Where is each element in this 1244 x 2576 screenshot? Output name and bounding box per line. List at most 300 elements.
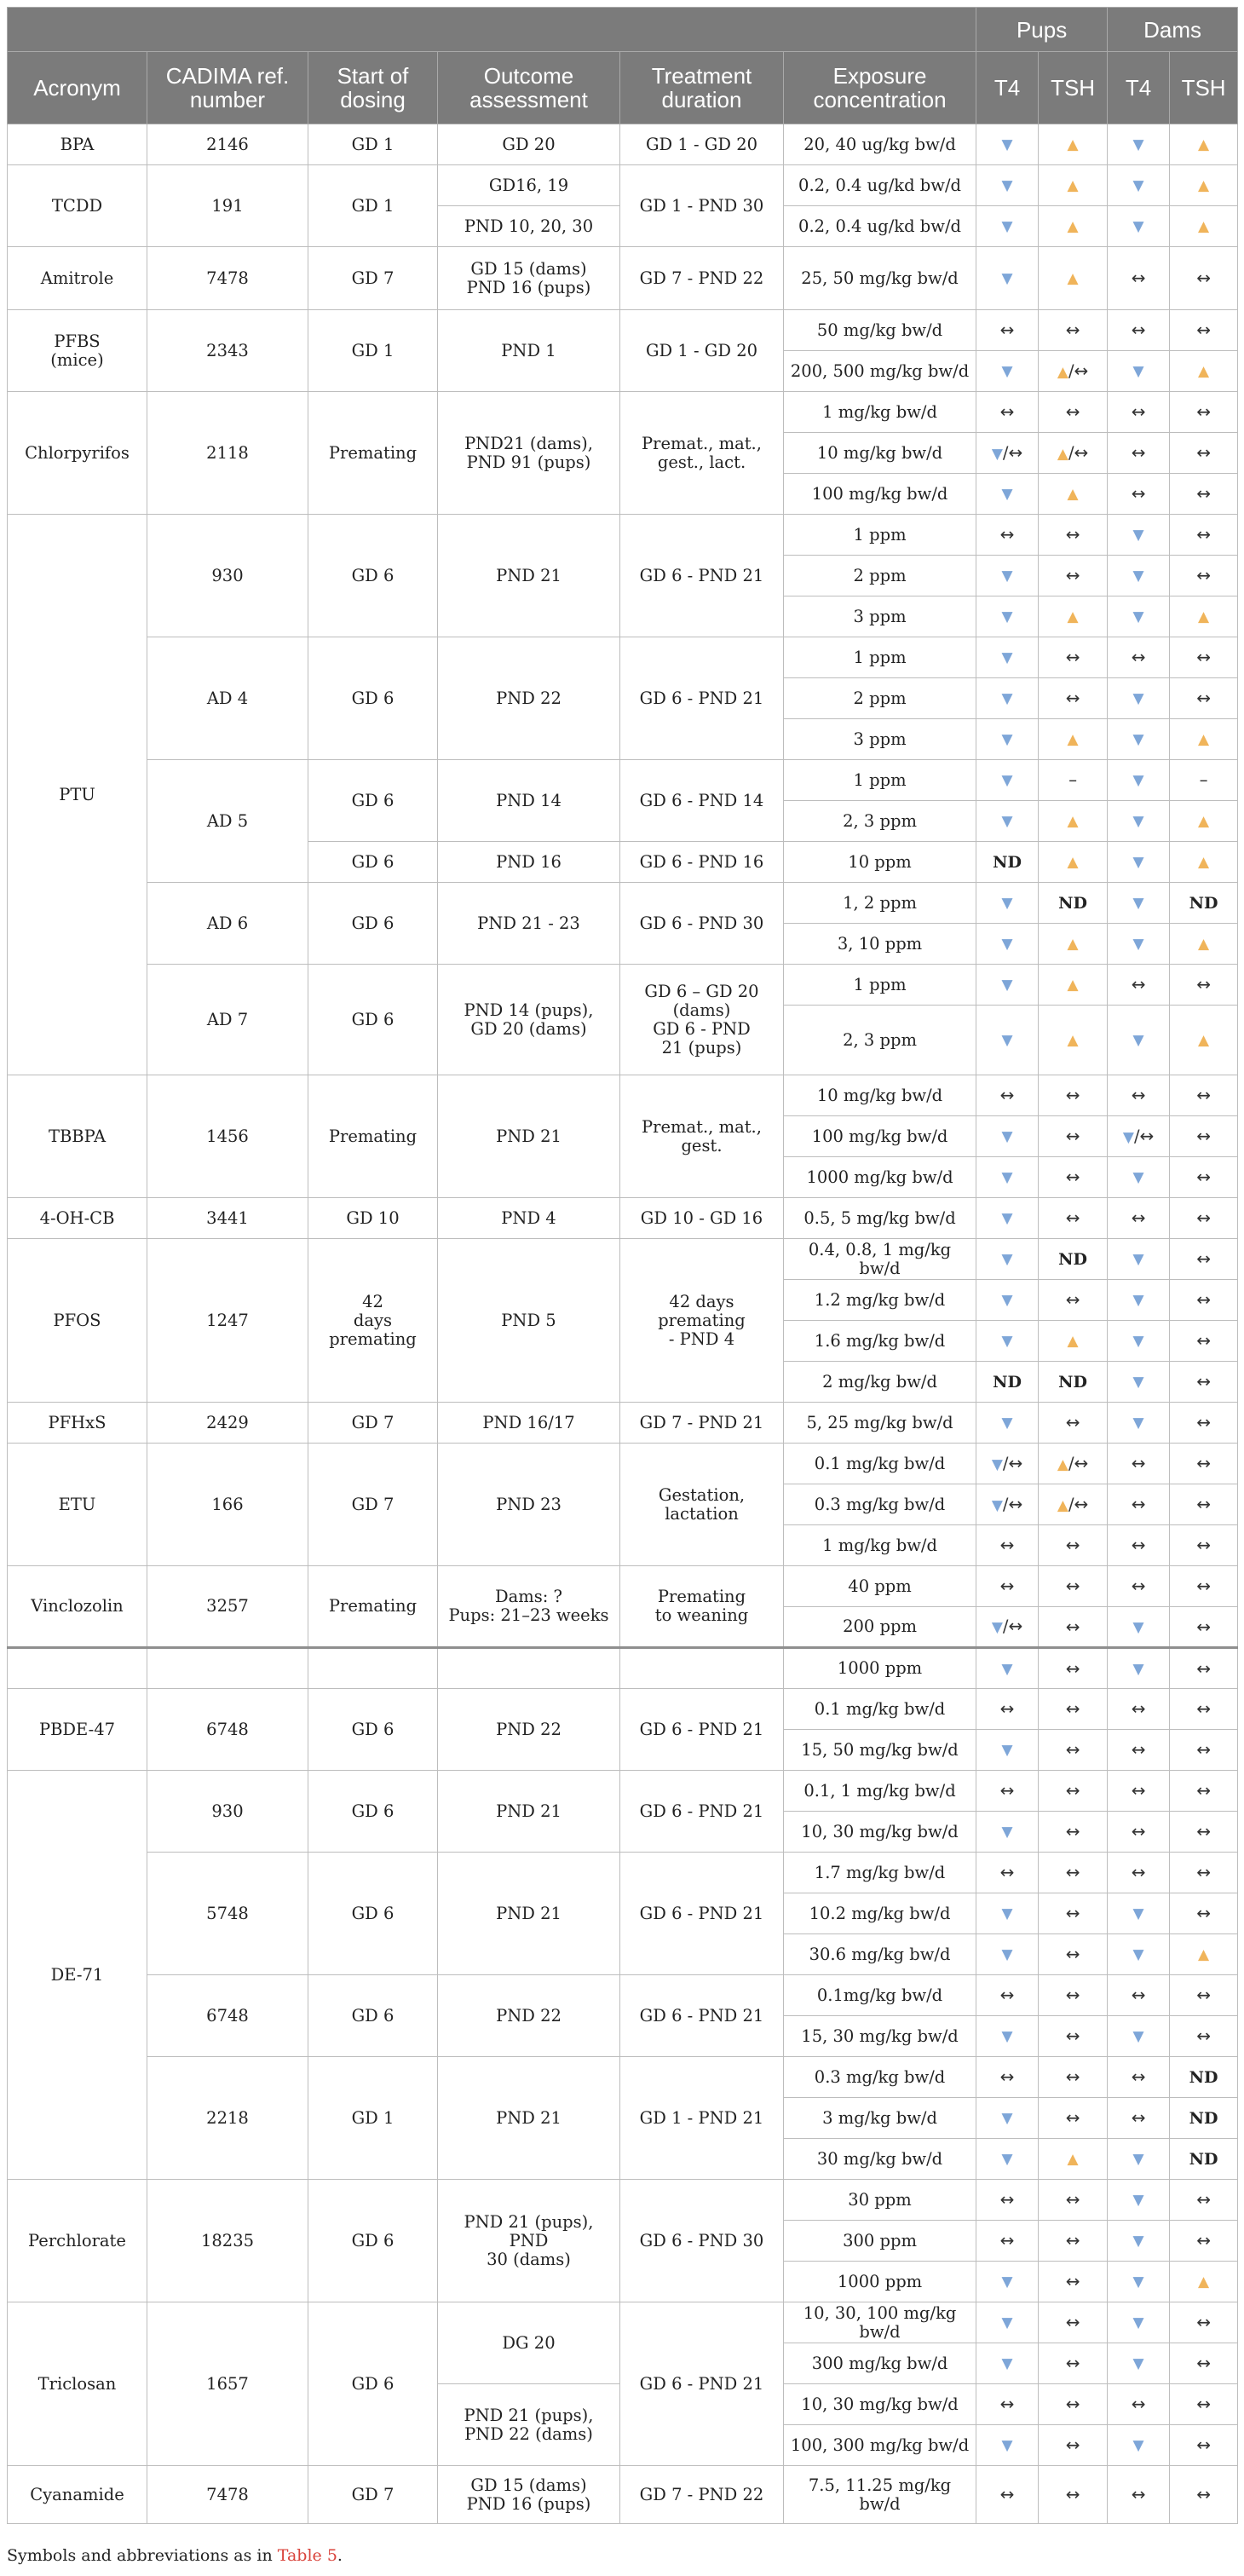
effect-dams-tsh <box>1170 165 1238 206</box>
table-row <box>8 1689 1238 1730</box>
effect-dams-t4 <box>1108 1853 1170 1893</box>
effect-dams-tsh <box>1170 1484 1238 1525</box>
row-cell: PND 16 <box>438 842 620 883</box>
symbol-nochange: ↔ <box>1065 1412 1080 1432</box>
symbol-nochange: ↔ <box>999 1862 1015 1882</box>
effect-pups-tsh <box>1039 351 1108 392</box>
symbol-nochange: ↔ <box>1065 2107 1080 2128</box>
exposure-cell: 15, 50 mg/kg bw/d <box>784 1730 976 1771</box>
symbol-down: ▼ <box>1001 568 1013 585</box>
row-cell: GD 10 <box>308 1198 438 1239</box>
symbol-up: ▲ <box>1067 177 1079 194</box>
symbol-down: ▼ <box>1001 363 1013 380</box>
effect-pups-tsh <box>1039 1157 1108 1198</box>
exposure-cell: 100, 300 mg/kg bw/d <box>784 2425 976 2466</box>
effect-dams-t4 <box>1108 2343 1170 2384</box>
symbol-down: ▼ <box>1132 1946 1144 1963</box>
effect-pups-t4 <box>976 1975 1039 2016</box>
effect-dams-t4 <box>1108 1607 1170 1648</box>
symbol-down: ▼ <box>1132 1169 1144 1186</box>
symbol-up: ▲ <box>1198 136 1210 153</box>
symbol-up: ▲ <box>1057 1455 1068 1473</box>
exposure-cell: 2 ppm <box>784 678 976 719</box>
symbol-down: ▼ <box>991 445 1003 463</box>
effect-dams-tsh <box>1170 474 1238 515</box>
effect-dams-t4 <box>1108 1239 1170 1280</box>
row-cell: PND 21 <box>438 1075 620 1198</box>
effect-dams-t4 <box>1108 1075 1170 1116</box>
row-cell: PFBS (mice) <box>8 310 147 392</box>
header-pups-tsh: TSH <box>1039 52 1108 124</box>
effect-dams-t4 <box>1108 1689 1170 1730</box>
effect-dams-t4 <box>1108 310 1170 351</box>
effect-pups-tsh <box>1039 474 1108 515</box>
effect-dams-tsh <box>1170 515 1238 556</box>
row-cell: 930 <box>147 515 308 637</box>
symbol-nochange: ↔ <box>1131 1739 1146 1760</box>
effect-dams-tsh <box>1170 1893 1238 1934</box>
table-row <box>8 392 1238 433</box>
symbol-slash: / <box>1002 1616 1009 1636</box>
row-cell <box>147 1648 308 1689</box>
symbol-nochange: ↔ <box>1196 1903 1211 1923</box>
effect-dams-t4 <box>1108 637 1170 678</box>
effect-dams-t4 <box>1108 883 1170 924</box>
symbol-nochange: ↔ <box>1196 1126 1211 1146</box>
effect-pups-tsh <box>1039 1075 1108 1116</box>
effect-dams-t4 <box>1108 1321 1170 1362</box>
exposure-cell: 30 ppm <box>784 2180 976 2221</box>
row-cell: PND 21 <box>438 1853 620 1975</box>
row-cell: PND 21 <box>438 515 620 637</box>
symbol-nochange: ↔ <box>1065 401 1080 422</box>
symbol-up: ▲ <box>1198 608 1210 625</box>
effect-dams-t4 <box>1108 1566 1170 1607</box>
effect-pups-tsh <box>1039 1853 1108 1893</box>
thyroid-effects-table <box>7 7 1238 2524</box>
symbol-nochange: ↔ <box>1196 1330 1211 1351</box>
effect-pups-tsh <box>1039 1484 1108 1525</box>
table-row <box>8 165 1238 206</box>
exposure-cell: 5, 25 mg/kg bw/d <box>784 1403 976 1444</box>
symbol-nd: ND <box>993 1372 1022 1392</box>
symbol-down: ▼ <box>1132 1374 1144 1391</box>
symbol-nochange: ↔ <box>1196 1085 1211 1105</box>
effect-dams-tsh <box>1170 801 1238 842</box>
effect-pups-t4 <box>976 2343 1039 2384</box>
effect-pups-tsh <box>1039 2221 1108 2262</box>
row-cell: GD 6 - PND 21 <box>620 1689 784 1771</box>
symbol-nochange: ↔ <box>1196 2189 1211 2210</box>
effect-dams-t4 <box>1108 2016 1170 2057</box>
table-row <box>8 2302 1238 2343</box>
symbol-up: ▲ <box>1198 363 1210 380</box>
symbol-nochange: ↔ <box>1196 1657 1211 1679</box>
row-cell: 191 <box>147 165 308 247</box>
symbol-down: ▼ <box>1001 2151 1013 2168</box>
effect-pups-tsh <box>1039 124 1108 165</box>
exposure-cell: 1000 ppm <box>784 1648 976 1689</box>
symbol-nochange: ↔ <box>1008 1493 1023 1514</box>
header-cadima: CADIMA ref. number <box>147 52 308 124</box>
row-cell: 1247 <box>147 1239 308 1403</box>
symbol-nochange: ↔ <box>1065 688 1080 708</box>
symbol-nochange: ↔ <box>1065 2394 1080 2414</box>
row-cell <box>8 1648 147 1689</box>
symbol-nochange: ↔ <box>1196 524 1211 545</box>
exposure-cell: 0.2, 0.4 ug/kd bw/d <box>784 165 976 206</box>
effect-pups-t4 <box>976 842 1039 883</box>
row-cell <box>308 1648 438 1689</box>
exposure-cell: 10 mg/kg bw/d <box>784 1075 976 1116</box>
row-cell: GD 1 - GD 20 <box>620 124 784 165</box>
symbol-down: ▼ <box>1132 2437 1144 2454</box>
effect-pups-tsh <box>1039 392 1108 433</box>
header-dams-tsh: TSH <box>1170 52 1238 124</box>
header-pups-t4: T4 <box>976 52 1039 124</box>
row-cell: PFOS <box>8 1239 147 1403</box>
symbol-nochange: ↔ <box>1196 1248 1211 1269</box>
row-cell: GD 7 - PND 21 <box>620 1403 784 1444</box>
symbol-up: ▲ <box>1198 177 1210 194</box>
effect-pups-tsh <box>1039 2057 1108 2098</box>
table-body <box>8 124 1238 2524</box>
effect-pups-t4 <box>976 2466 1039 2524</box>
table-row <box>8 883 1238 924</box>
symbol-nochange: ↔ <box>1196 483 1211 504</box>
effect-pups-t4 <box>976 637 1039 678</box>
effect-dams-tsh <box>1170 1239 1238 1280</box>
effect-dams-t4 <box>1108 924 1170 965</box>
row-cell: 1456 <box>147 1075 308 1198</box>
symbol-down: ▼ <box>1132 936 1144 953</box>
effect-dams-tsh <box>1170 1689 1238 1730</box>
symbol-nochange: ↔ <box>1131 1576 1146 1596</box>
row-cell: 4-OH-CB <box>8 1198 147 1239</box>
effect-dams-t4 <box>1108 1934 1170 1975</box>
symbol-nochange: ↔ <box>1196 565 1211 585</box>
symbol-nochange: ↔ <box>1065 2353 1080 2373</box>
effect-dams-t4 <box>1108 515 1170 556</box>
row-cell: 1657 <box>147 2302 308 2466</box>
effect-dams-tsh <box>1170 1198 1238 1239</box>
exposure-cell: 0.2, 0.4 ug/kd bw/d <box>784 206 976 247</box>
row-cell <box>438 1648 620 1689</box>
effect-pups-tsh <box>1039 883 1108 924</box>
row-cell: PND 5 <box>438 1239 620 1403</box>
symbol-down: ▼ <box>1132 2028 1144 2045</box>
exposure-cell: 40 ppm <box>784 1566 976 1607</box>
symbol-down: ▼ <box>1132 363 1144 380</box>
effect-dams-tsh <box>1170 2180 1238 2221</box>
symbol-nd: ND <box>1189 2108 1218 2128</box>
effect-pups-tsh <box>1039 1893 1108 1934</box>
symbol-up: ▲ <box>1198 218 1210 235</box>
effect-dams-t4 <box>1108 1893 1170 1934</box>
effect-pups-t4 <box>976 392 1039 433</box>
row-cell: AD 6 <box>147 883 308 965</box>
symbol-nochange: ↔ <box>1131 1985 1146 2005</box>
effect-pups-t4 <box>976 678 1039 719</box>
effect-pups-t4 <box>976 1566 1039 1607</box>
row-cell: Amitrole <box>8 247 147 310</box>
symbol-down: ▼ <box>1132 1251 1144 1268</box>
symbol-down: ▼ <box>1001 772 1013 789</box>
exposure-cell: 30.6 mg/kg bw/d <box>784 1934 976 1975</box>
effect-pups-t4 <box>976 247 1039 310</box>
row-cell: Perchlorate <box>8 2180 147 2302</box>
exposure-cell: 1 ppm <box>784 965 976 1006</box>
effect-dams-tsh <box>1170 206 1238 247</box>
row-cell: GD 6 - PND 16 <box>620 842 784 883</box>
table-row <box>8 1853 1238 1893</box>
symbol-up: ▲ <box>1198 2273 1210 2291</box>
effect-dams-t4 <box>1108 1280 1170 1321</box>
effect-dams-tsh <box>1170 1157 1238 1198</box>
row-cell: Premating <box>308 1075 438 1198</box>
symbol-nochange: ↔ <box>1065 1126 1080 1146</box>
table-row <box>8 1648 1238 1689</box>
row-cell: GD 6 <box>308 1689 438 1771</box>
effect-dams-t4 <box>1108 1484 1170 1525</box>
row-cell: Premat., mat., gest., lact. <box>620 392 784 515</box>
symbol-up: ▲ <box>1198 1946 1210 1963</box>
exposure-cell: 1000 mg/kg bw/d <box>784 1157 976 1198</box>
effect-pups-t4 <box>976 1403 1039 1444</box>
exposure-cell: 50 mg/kg bw/d <box>784 310 976 351</box>
row-cell: Premating to weaning <box>620 1566 784 1648</box>
row-cell: Cyanamide <box>8 2466 147 2524</box>
symbol-nochange: ↔ <box>1196 2353 1211 2373</box>
effect-dams-t4 <box>1108 1116 1170 1157</box>
symbol-nochange: ↔ <box>1196 1494 1211 1514</box>
exposure-cell: 1.7 mg/kg bw/d <box>784 1853 976 1893</box>
symbol-nochange: ↔ <box>1065 1289 1080 1310</box>
symbol-nd: ND <box>1189 893 1218 913</box>
row-cell: PND 22 <box>438 1689 620 1771</box>
effect-pups-tsh <box>1039 247 1108 310</box>
row-cell: GD 6 <box>308 883 438 965</box>
symbol-down: ▼ <box>1122 1128 1134 1146</box>
exposure-cell: 0.5, 5 mg/kg bw/d <box>784 1198 976 1239</box>
effect-pups-t4 <box>976 351 1039 392</box>
symbol-nochange: ↔ <box>1131 974 1146 994</box>
symbol-nochange: ↔ <box>1131 1453 1146 1473</box>
table-5-link[interactable]: Table 5 <box>277 2546 337 2565</box>
row-cell: GD 6 - PND 21 <box>620 637 784 760</box>
exposure-cell: 1000 ppm <box>784 2262 976 2302</box>
symbol-nochange: ↔ <box>1196 2394 1211 2414</box>
effect-dams-t4 <box>1108 1403 1170 1444</box>
symbol-nochange: ↔ <box>1065 1576 1080 1596</box>
effect-dams-tsh <box>1170 1280 1238 1321</box>
exposure-cell: 20, 40 ug/kg bw/d <box>784 124 976 165</box>
row-cell: Premating <box>308 1566 438 1648</box>
effect-pups-tsh <box>1039 1116 1108 1157</box>
effect-pups-t4 <box>976 556 1039 596</box>
symbol-up: ▲ <box>1067 218 1079 235</box>
effect-dams-tsh <box>1170 2057 1238 2098</box>
effect-pups-tsh <box>1039 965 1108 1006</box>
exposure-cell: 1 mg/kg bw/d <box>784 392 976 433</box>
row-cell: GD 6 – GD 20 (dams) GD 6 - PND 21 (pups) <box>620 965 784 1075</box>
row-cell: GD 1 - GD 20 <box>620 310 784 392</box>
effect-pups-tsh <box>1039 206 1108 247</box>
row-cell: BPA <box>8 124 147 165</box>
exposure-cell: 2, 3 ppm <box>784 801 976 842</box>
effect-pups-t4 <box>976 2221 1039 2262</box>
symbol-down: ▼ <box>991 1496 1003 1514</box>
symbol-nochange: ↔ <box>999 1985 1015 2005</box>
row-cell: PND 21 (pups), PND 30 (dams) <box>438 2180 620 2302</box>
row-cell: 930 <box>147 1771 308 1853</box>
effect-pups-tsh <box>1039 1362 1108 1403</box>
row-cell: PND 14 (pups), GD 20 (dams) <box>438 965 620 1075</box>
effect-pups-t4 <box>976 760 1039 801</box>
row-cell: 2343 <box>147 310 308 392</box>
row-cell: GD 1 <box>308 310 438 392</box>
effect-pups-t4 <box>976 1239 1039 1280</box>
effect-pups-t4 <box>976 1484 1039 1525</box>
symbol-slash: / <box>1068 1453 1074 1473</box>
effect-dams-tsh <box>1170 1525 1238 1566</box>
row-cell: GD 6 - PND 21 <box>620 1771 784 1853</box>
row-cell: GD 10 - GD 16 <box>620 1198 784 1239</box>
symbol-up: ▲ <box>1067 1333 1079 1350</box>
effect-dams-t4 <box>1108 1771 1170 1812</box>
symbol-nochange: ↔ <box>1065 320 1080 340</box>
effect-dams-tsh <box>1170 637 1238 678</box>
symbol-nochange: ↔ <box>1196 2484 1211 2504</box>
effect-dams-tsh <box>1170 433 1238 474</box>
symbol-nochange: ↔ <box>1065 2189 1080 2210</box>
symbol-nochange: ↔ <box>1196 2026 1211 2046</box>
effect-dams-t4 <box>1108 596 1170 637</box>
symbol-nochange: ↔ <box>1065 1167 1080 1187</box>
symbol-nochange: ↔ <box>1196 1739 1211 1760</box>
symbol-nochange: ↔ <box>1131 1494 1146 1514</box>
effect-dams-t4 <box>1108 1812 1170 1853</box>
symbol-up: ▲ <box>1198 936 1210 953</box>
row-cell: GD 1 <box>308 124 438 165</box>
row-cell: AD 5 <box>147 760 308 883</box>
symbol-nochange: ↔ <box>1074 1452 1089 1473</box>
symbol-nochange: ↔ <box>999 1576 1015 1596</box>
symbol-slash: / <box>1002 442 1009 463</box>
symbol-slash: / <box>1068 442 1074 463</box>
symbol-nochange: ↔ <box>999 1085 1015 1105</box>
symbol-nochange: ↔ <box>1065 2435 1080 2455</box>
symbol-nochange: ↔ <box>1196 1535 1211 1555</box>
symbol-nochange: ↔ <box>1131 2484 1146 2504</box>
exposure-cell: 1.2 mg/kg bw/d <box>784 1280 976 1321</box>
symbol-nochange: ↔ <box>1065 2230 1080 2250</box>
row-cell: 6748 <box>147 1689 308 1771</box>
symbol-nochange: ↔ <box>1196 1576 1211 1596</box>
symbol-nochange: ↔ <box>1196 688 1211 708</box>
effect-pups-t4 <box>976 2262 1039 2302</box>
effect-pups-tsh <box>1039 1006 1108 1075</box>
effect-pups-tsh <box>1039 1771 1108 1812</box>
row-cell: Chlorpyrifos <box>8 392 147 515</box>
row-cell: PND 16/17 <box>438 1403 620 1444</box>
symbol-down: ▼ <box>1132 731 1144 748</box>
symbol-up: ▲ <box>1057 363 1068 381</box>
symbol-nochange: ↔ <box>1065 1207 1080 1228</box>
symbol-nochange: ↔ <box>1008 441 1023 463</box>
symbol-up: ▲ <box>1198 1032 1210 1049</box>
exposure-cell: 7.5, 11.25 mg/kg bw/d <box>784 2466 976 2524</box>
effect-pups-tsh <box>1039 1566 1108 1607</box>
effect-dams-tsh <box>1170 719 1238 760</box>
symbol-nochange: ↔ <box>1196 1412 1211 1432</box>
effect-pups-tsh <box>1039 2262 1108 2302</box>
row-cell: ETU <box>8 1444 147 1566</box>
symbol-nochange: ↔ <box>1131 1862 1146 1882</box>
symbol-nochange: ↔ <box>1196 1289 1211 1310</box>
symbol-nochange: ↔ <box>1131 483 1146 504</box>
effect-pups-t4 <box>976 474 1039 515</box>
table-row <box>8 965 1238 1006</box>
symbol-nochange: ↔ <box>1196 1453 1211 1473</box>
table-row <box>8 2180 1238 2221</box>
exposure-cell: 1 ppm <box>784 760 976 801</box>
effect-pups-t4 <box>976 1812 1039 1853</box>
symbol-slash: / <box>1068 1494 1074 1514</box>
effect-pups-t4 <box>976 719 1039 760</box>
symbol-down: ▼ <box>1001 608 1013 625</box>
effect-pups-t4 <box>976 801 1039 842</box>
footnote-text: Symbols and abbreviations as in <box>7 2546 278 2565</box>
symbol-up: ▲ <box>1057 445 1068 463</box>
symbol-nochange: ↔ <box>1065 1903 1080 1923</box>
symbol-up: ▲ <box>1067 608 1079 625</box>
symbol-down: ▼ <box>1132 1660 1144 1678</box>
table-row <box>8 637 1238 678</box>
effect-dams-t4 <box>1108 760 1170 801</box>
exposure-cell: 10, 30 mg/kg bw/d <box>784 2384 976 2425</box>
exposure-cell: 1 ppm <box>784 637 976 678</box>
effect-pups-tsh <box>1039 2302 1108 2343</box>
effect-pups-tsh <box>1039 2180 1108 2221</box>
effect-pups-tsh <box>1039 1607 1108 1648</box>
effect-pups-t4 <box>976 1893 1039 1934</box>
symbol-up: ▲ <box>1067 1032 1079 1049</box>
symbol-nochange: ↔ <box>1065 1944 1080 1964</box>
row-cell: PND 21 (pups), PND 22 (dams) <box>438 2384 620 2466</box>
symbol-down: ▼ <box>1001 690 1013 707</box>
effect-pups-tsh <box>1039 1239 1108 1280</box>
table-footnote <box>7 2546 343 2565</box>
effect-pups-tsh <box>1039 2343 1108 2384</box>
row-cell: GD 15 (dams) PND 16 (pups) <box>438 2466 620 2524</box>
row-cell: PND 14 <box>438 760 620 842</box>
effect-dams-t4 <box>1108 1362 1170 1403</box>
symbol-down: ▼ <box>1132 177 1144 194</box>
effect-dams-tsh <box>1170 2139 1238 2180</box>
symbol-nd: ND <box>1189 2067 1218 2087</box>
symbol-nochange: ↔ <box>1196 1207 1211 1228</box>
effect-dams-tsh <box>1170 2262 1238 2302</box>
table-row <box>8 760 1238 801</box>
row-cell: 3257 <box>147 1566 308 1648</box>
row-cell: AD 7 <box>147 965 308 1075</box>
row-cell: GD 6 <box>308 1853 438 1975</box>
symbol-down: ▼ <box>1001 649 1013 666</box>
row-cell: Vinclozolin <box>8 1566 147 1648</box>
effect-pups-tsh <box>1039 1648 1108 1689</box>
row-cell: 7478 <box>147 247 308 310</box>
